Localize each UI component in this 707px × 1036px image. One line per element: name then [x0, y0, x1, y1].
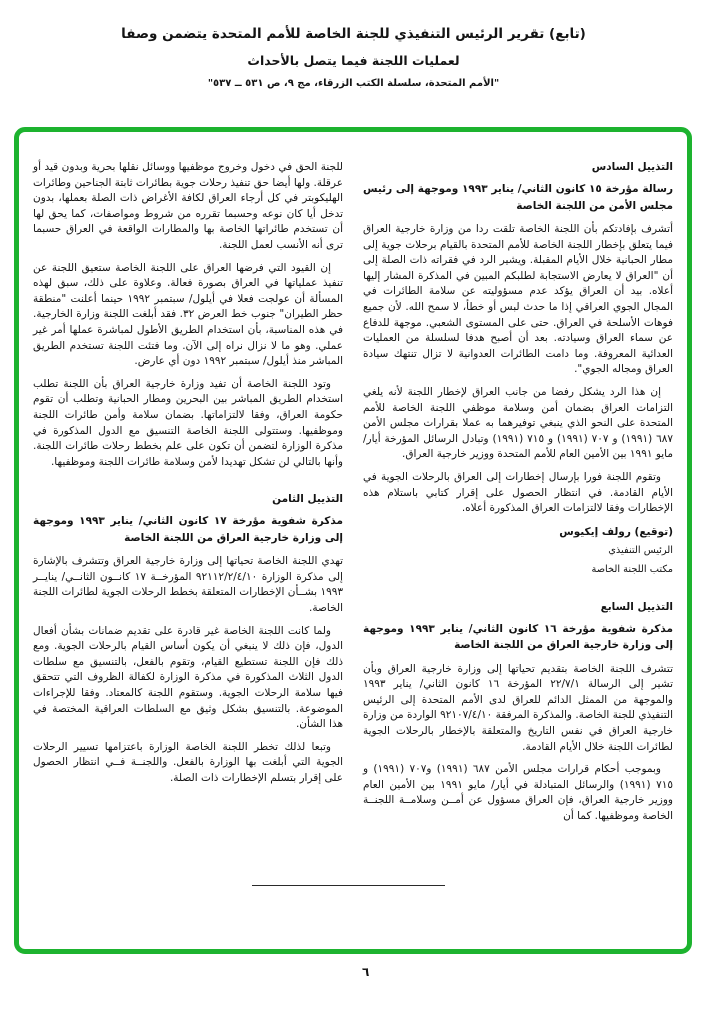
appendix7-paragraph-1: تتشرف اللجنة الخاصة بتقديم تحياتها إلى وزارة خارجية العراق وبأن تشير إلى الرسالة ٢٢/٧/١ المؤرخة ١٦ كانون الثاني/ يناير ١٩٩٣ والموجهة من الممثل الدائم للعراق لدى الأمم المتحدة إلى الرئيس التنفيذي للجنة الخاصة. والمذكرة المرفقة ٩٢١٠٧/٤/١٠ الواردة من وزارة خارجية العراق في نفس التاريخ والمتعلقة بالإخطار بالرحلات الجوية لطائرات اللجنة خلال الأيام القادمة.: [363, 662, 673, 753]
column-right: [363, 160, 673, 949]
signature-name: (توقيع) رولف إيكيوس: [559, 525, 673, 538]
signature-office: مكتب اللجنة الخاصة: [591, 563, 673, 575]
report-title-line-2: لعمليات اللجنة فيما يتصل بالأحداث: [247, 52, 460, 68]
appendix6-paragraph-1: أتشرف بإفادتكم بأن اللجنة الخاصة تلقت ردا من وزارة خارجية العراق فيما يتعلق بإخطار اللجنة الخاصة للأمم المتحدة بالقيام برحلات جوية إلى مطار الحبانية خلال الأيام المقبلة. ويشير الرد في فقراته ذات الصلة إلى أن "العراق لا يعارض الاستجابة لطلبكم المبين في المذكرة المشار إليها أعلاه. بيد أن العراق يؤكد عدم مسؤوليته عن سلامة الطائرات في المجال الجوي العراقي إذا ما حدث لبس أو خطأ، لا سمح الله. لأن جميع فوهات الأسلحة في العراق. حتى على المستوى الشعبي. موجهة للدفاع عن سماء العراق وسيادته. بعد أن أصبح هدفا لسلسلة من العمليات العدائية المعروفة. وما دامت الطائرات العدوانية لا تزال تنتهك سيادة العراق ومجاله الجوي".: [363, 223, 673, 376]
continuation-paragraph-1: للجنة الحق في دخول وخروج موظفيها ووسائل نقلها بحرية وبدون قيد أو عرقلة. ولها أيضا حق تنفيذ رحلات جوية بطائرات ثابتة الجناحين وطائرات الهليكوبتر في كل أرجاء العراق لكافة الأغراض ذات الصلة بعملها، بدون تدخل أيا كان نوعه وحسبما تقرره من شروط ومواصفات، كما يحق لها أن تستخدم طائراتها الخاصة بها والمطارات الواقعة في العراق حسبما ترى أنه الأنسب لعمل اللجنة.: [32, 161, 343, 251]
signature-role: الرئيس التنفيذي: [608, 544, 673, 556]
appendix6-paragraph-2: إن هذا الرد يشكل رفضا من جانب العراق لإخطار اللجنة لأنه يلغي التزامات العراق بضمان أمن وسلامة موظفي اللجنة الخاصة للأمم المتحدة على النحو الذي ينبغي توفيرهما به عملا بقرارات مجلس الأمن ٦٨٧ (١٩٩١) و ٧٠٧ (١٩٩١) و ٧١٥ (١٩٩١) وتبادل الرسائل المؤرخة أيار/ مايو ١٩٩١ بين الأمين العام للأمم المتحدة ووزير خارجية العراق.: [363, 385, 674, 461]
report-title-line-1: (تابع) تقرير الرئيس التنفيذي للجنة الخاصة للأمم المتحدة يتضمن وصفا: [121, 26, 586, 42]
column-left: [33, 160, 343, 949]
content-frame: [14, 127, 692, 954]
page-number: ٦: [362, 965, 370, 979]
appendix6-heading: التذييل السادس: [591, 161, 673, 173]
appendix8-paragraph-1: تهدي اللجنة الخاصة تحياتها إلى وزارة خارجية العراق وتتشرف بالإشارة إلى مذكرة الوزارة ٩٢١١٢/٢/٤/١٠ المؤرخــة ١٧ كانــون الثانــي/ ينايــر ١٩٩٣ بشــأن الإخطارات المتعلقة بخطط الرحلات الجوية لطائرات اللجنة الخاصة.: [33, 555, 343, 615]
page-header: [0, 28, 707, 89]
appendix7-paragraph-2: وبموجب أحكام قرارات مجلس الأمن ٦٨٧ (١٩٩١) و٧٠٧ (١٩٩١) و ٧١٥ (١٩٩١) والرسائل المتبادلة في أيار/ مايو ١٩٩١ بين الأمين العام ووزير خارجية العراق، فإن العراق مسؤول عن أمــن وسلامــة اللجنــة الخاصة وموظفيها. كما أن: [363, 763, 674, 823]
appendix8-heading: التذييل الثامن: [272, 493, 343, 506]
appendix8-paragraph-2: ولما كانت اللجنة الخاصة غير قادرة على تقديم ضمانات بشأن أفعال الدول، فإن ذلك لا ينبغي أن يكون أساس القيام بالرحلات الجوية. ومع ذلك فإن اللجنة تستطيع القيام، وتقوم بالفعل، بالتنسيق مع سلطات الدول الثلاث المذكورة في مذكرة الوزارة لكفالة الظروف التي تتحقق فيها سلامة الرحلات الجوية. وستقوم اللجنة كالمعتاد. وفقا للإجراءات الموضوعة. بالتنسيق بشكل وثيق مع السلطات العراقية المختصة في هذا الشأن.: [33, 624, 343, 731]
appendix7-title: مذكرة شفوية مؤرخة ١٦ كانون الثاني/ يناير ١٩٩٣ وموجهة إلى وزارة خارجية العراق من اللجنة الخاصة: [363, 622, 673, 652]
appendix6-paragraph-3: وتقوم اللجنة فورا بإرسال إخطارات إلى العراق بالرحلات الجوية في الأيام القادمة. في انتظار الحصول على إقرار كتابي باستلام هذه الإخطارات وفقا لالتزامات العراق المذكورة أعلاه.: [363, 470, 673, 515]
appendix6-title: رسالة مؤرخة ١٥ كانون الثاني/ يناير ١٩٩٣ وموجهة إلى رئيس مجلس الأمن من اللجنة الخاصة: [363, 183, 673, 212]
appendix8-title: مذكرة شفوية مؤرخة ١٧ كانون الثاني/ يناير ١٩٩٣ وموجهة إلى وزارة خارجية العراق من اللجنة الخاصة: [33, 515, 343, 544]
separator-rule: [252, 885, 445, 886]
appendix7-heading: التذييل السابع: [600, 600, 673, 613]
two-column-layout: [33, 160, 673, 949]
continuation-paragraph-3: وتود اللجنة الخاصة أن تفيد وزارة خارجية العراق بأن اللجنة تطلب استخدام الطريق المباشر بين البحرين ومطار الحبانية وتطلب أن تقوم حكومة العراق، وفقا لالتزاماتها. بضمان سلامة وأمن طائرات اللجنة وموظفيها. وستتولى اللجنة الخاصة التنسيق مع الدول المذكورة في مذكرة الوزارة لتضمن أن تكون على علم بخطط رحلات طائرات اللجنة. وأنها بالتالي لن تشكل تهديدا لأمن وسلامة طائرات اللجنة وموظفيها.: [33, 377, 343, 468]
appendix8-paragraph-3: وتبعا لذلك تخطر اللجنة الخاصة الوزارة باعتزامها تسيير الرحلات الجوية التي أبلغت بها الوزارة بالفعل. واللجنــة فــي انتظار الحصول على إقرار بتسلم الإخطارات ذات الصلة.: [33, 740, 343, 784]
source-citation-line: "الأمم المتحدة، سلسلة الكتب الزرقاء، مج ٩، ص ٥٣١ ــ ٥٣٧": [207, 78, 500, 89]
continuation-paragraph-2: إن القيود التي فرضها العراق على اللجنة الخاصة ستعيق اللجنة عن تنفيذ عملياتها في العراق بصورة فعالة. وعلاوة على ذلك، سبق لهذه المسألة أن عولجت فعلا في أيلول/ سبتمبر ١٩٩٢ حينما أعلنت "منطقة حظر الطيران" جنوب خط العرض ٣٢. فقد أبلغت اللجنة وزارة الخارجية. في هذه المناسبة، بأن استخدام الطريق الأطول لمباشرة عملها أمر غير عملي. وهو ما لا نزال نراه إلى الآن. وما فتئت اللجنة تستخدم الطريق المباشر منذ أيلول/ سبتمبر ١٩٩٢ دون أي عارض.: [33, 261, 343, 368]
